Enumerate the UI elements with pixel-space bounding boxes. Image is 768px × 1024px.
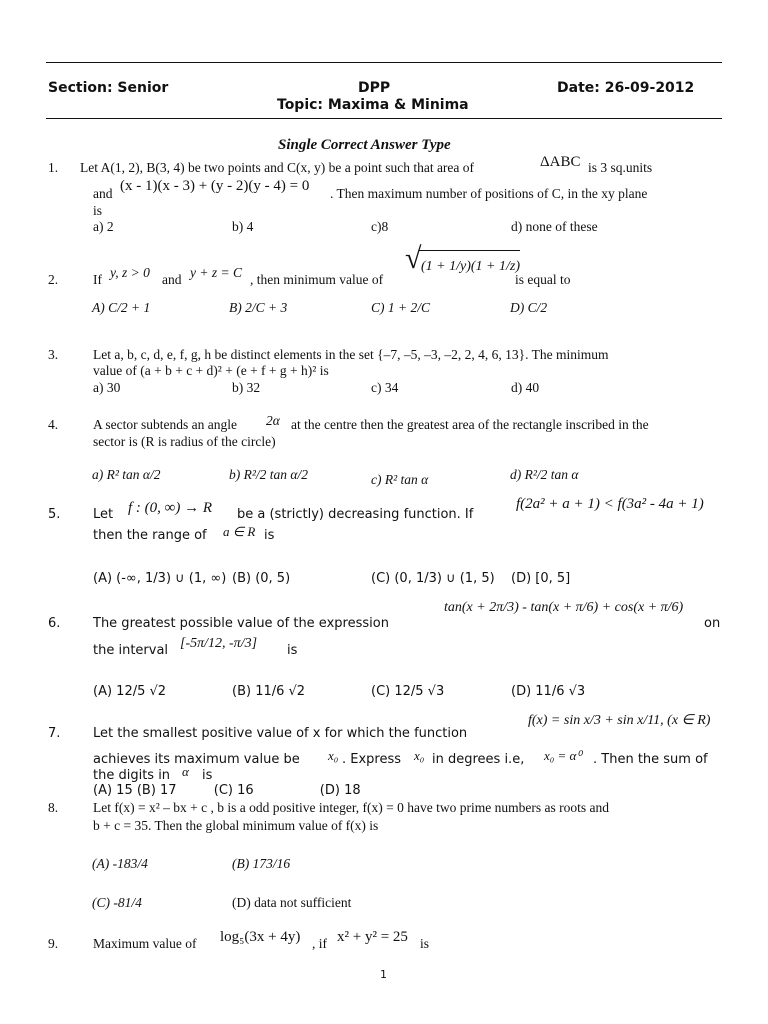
question-text: is 3 sq.units bbox=[588, 160, 653, 175]
section-heading: Single Correct Answer Type bbox=[278, 137, 451, 153]
sqrt-expression: (1 + 1/y)(1 + 1/z) bbox=[419, 250, 520, 275]
question-number: 1. bbox=[48, 160, 59, 175]
triangle-symbol: ΔABC bbox=[540, 154, 581, 170]
condition: y, z > 0 bbox=[110, 265, 150, 280]
dpp-label: DPP bbox=[358, 80, 391, 96]
option-d[interactable]: D) C/2 bbox=[510, 300, 548, 315]
question-text: is bbox=[202, 768, 213, 783]
header-rule-top bbox=[46, 62, 722, 63]
question-text: The greatest possible value of the expression bbox=[93, 616, 389, 631]
equation: x₀ = α⁰ bbox=[544, 748, 582, 763]
angle-symbol: 2α bbox=[266, 413, 280, 428]
option-b[interactable]: b) R²/2 tan α/2 bbox=[229, 467, 309, 482]
option-b[interactable]: (B) 173/16 bbox=[232, 856, 291, 871]
option-a[interactable]: A) C/2 + 1 bbox=[92, 300, 151, 315]
question-text: be a (strictly) decreasing function. If bbox=[237, 507, 474, 522]
option-a[interactable]: (A) (-∞, 1/3) ∪ (1, ∞) bbox=[93, 571, 227, 586]
option-b[interactable]: (B) 11/6 √2 bbox=[232, 684, 306, 699]
alpha-symbol: α bbox=[182, 764, 189, 779]
option-d[interactable]: d) none of these bbox=[511, 219, 598, 234]
option-a[interactable]: a) 2 bbox=[93, 219, 114, 234]
question-text: is bbox=[420, 936, 430, 951]
question-text: , then minimum value of bbox=[250, 272, 384, 287]
option-b[interactable]: b) 4 bbox=[232, 219, 254, 234]
option-c[interactable]: c) 34 bbox=[371, 380, 399, 395]
x0-symbol: x₀ bbox=[414, 748, 425, 763]
question-text: is equal to bbox=[515, 272, 571, 287]
question-text: A sector subtends an angle bbox=[93, 417, 237, 432]
topic-label: Topic: Maxima & Minima bbox=[277, 97, 469, 113]
question-number: 4. bbox=[48, 417, 59, 432]
condition: y + z = C bbox=[190, 265, 242, 280]
question-text: Let a, b, c, d, e, f, g, h be distinct elements in the set {–7, –5, –3, –2, 2, 4, 6, 13}. The minimum bbox=[93, 347, 609, 362]
variable: a ∈ R bbox=[223, 524, 256, 539]
question-number: 9. bbox=[48, 936, 59, 951]
question-text: Let f(x) = x² – bx + c , b is a odd positive integer, f(x) = 0 have two prime numbers as roots and bbox=[93, 800, 609, 815]
option-b[interactable]: b) 32 bbox=[232, 380, 261, 395]
function-def: f(x) = sin x/3 + sin x/11, (x ∈ R) bbox=[528, 713, 711, 728]
equation: (x - 1)(x - 3) + (y - 2)(y - 4) = 0 bbox=[120, 178, 310, 194]
function-def: f : (0, ∞) → R bbox=[128, 500, 213, 516]
option-a[interactable]: a) R² tan α/2 bbox=[92, 467, 161, 482]
question-text: at the centre then the greatest area of the rectangle inscribed in the bbox=[291, 417, 649, 432]
question-text: . Express bbox=[342, 752, 402, 767]
option-a[interactable]: a) 30 bbox=[93, 380, 121, 395]
question-text: and bbox=[162, 272, 182, 287]
question-number: 8. bbox=[48, 800, 59, 815]
option-c[interactable]: (C) 12/5 √3 bbox=[371, 684, 445, 699]
question-number: 2. bbox=[48, 272, 59, 287]
option-d[interactable]: (D) data not sufficient bbox=[232, 895, 352, 910]
option-c[interactable]: c) R² tan α bbox=[371, 472, 429, 487]
condition: x² + y² = 25 bbox=[337, 929, 408, 945]
question-text: b + c = 35. Then the global minimum value of f(x) is bbox=[93, 818, 379, 833]
option-a[interactable]: (A) 12/5 √2 bbox=[93, 684, 167, 699]
question-text: Let A(1, 2), B(3, 4) be two points and C(x, y) be a point such that area of bbox=[80, 160, 475, 175]
option-c[interactable]: c)8 bbox=[371, 219, 389, 234]
question-text: sector is (R is radius of the circle) bbox=[93, 434, 276, 449]
option-c[interactable]: (C) -81/4 bbox=[92, 895, 142, 910]
question-text: and bbox=[93, 186, 113, 201]
log-expression: log₅(3x + 4y) bbox=[220, 929, 301, 945]
question-text: , if bbox=[312, 936, 327, 951]
option-d[interactable]: (D) 11/6 √3 bbox=[511, 684, 586, 699]
question-text: . Then the sum of bbox=[593, 752, 708, 767]
option-d[interactable]: d) R²/2 tan α bbox=[510, 467, 579, 482]
question-text: in degrees i.e, bbox=[432, 752, 525, 767]
question-text: is bbox=[93, 203, 103, 218]
question-text: If bbox=[93, 272, 102, 287]
expression: tan(x + 2π/3) - tan(x + π/6) + cos(x + π/6) bbox=[444, 600, 684, 615]
interval: [-5π/12, -π/3] bbox=[180, 636, 258, 651]
x0-symbol: x₀ bbox=[328, 748, 339, 763]
option-a[interactable]: (A) -183/4 bbox=[92, 856, 148, 871]
inequality: f(2a² + a + 1) < f(3a² - 4a + 1) bbox=[516, 496, 704, 512]
sqrt-symbol: √ bbox=[405, 242, 422, 275]
question-text: Let bbox=[93, 507, 114, 522]
question-text: is bbox=[264, 528, 275, 543]
question-text: Maximum value of bbox=[93, 936, 197, 951]
section-label: Section: Senior bbox=[48, 80, 169, 96]
option-c[interactable]: C) 1 + 2/C bbox=[371, 300, 430, 315]
question-text: is bbox=[287, 643, 298, 658]
question-text: then the range of bbox=[93, 528, 207, 543]
question-text: achieves its maximum value be bbox=[93, 752, 300, 767]
question-number: 7. bbox=[48, 726, 61, 741]
question-text: the digits in bbox=[93, 768, 171, 783]
question-number: 6. bbox=[48, 616, 61, 631]
question-number: 5. bbox=[48, 507, 61, 522]
question-text: the interval bbox=[93, 643, 169, 658]
question-text: value of (a + b + c + d)² + (e + f + g + h)² is bbox=[93, 363, 329, 378]
option-b[interactable]: B) 2/C + 3 bbox=[229, 300, 288, 315]
option-d[interactable]: (D) [0, 5] bbox=[511, 571, 571, 586]
option-b[interactable]: (B) (0, 5) bbox=[232, 571, 291, 586]
question-number: 3. bbox=[48, 347, 59, 362]
question-text: . Then maximum number of positions of C, in the xy plane bbox=[330, 186, 648, 201]
question-text: Let the smallest positive value of x for which the function bbox=[93, 726, 468, 741]
option-c[interactable]: (C) (0, 1/3) ∪ (1, 5) bbox=[371, 571, 495, 586]
page-number: 1 bbox=[380, 968, 387, 981]
options-row[interactable]: (A) 15 (B) 17 (C) 16 (D) 18 bbox=[93, 783, 361, 798]
header-rule-bottom bbox=[46, 118, 722, 119]
question-text: on bbox=[704, 616, 721, 631]
option-d[interactable]: d) 40 bbox=[511, 380, 540, 395]
date-label: Date: 26-09-2012 bbox=[557, 80, 695, 96]
